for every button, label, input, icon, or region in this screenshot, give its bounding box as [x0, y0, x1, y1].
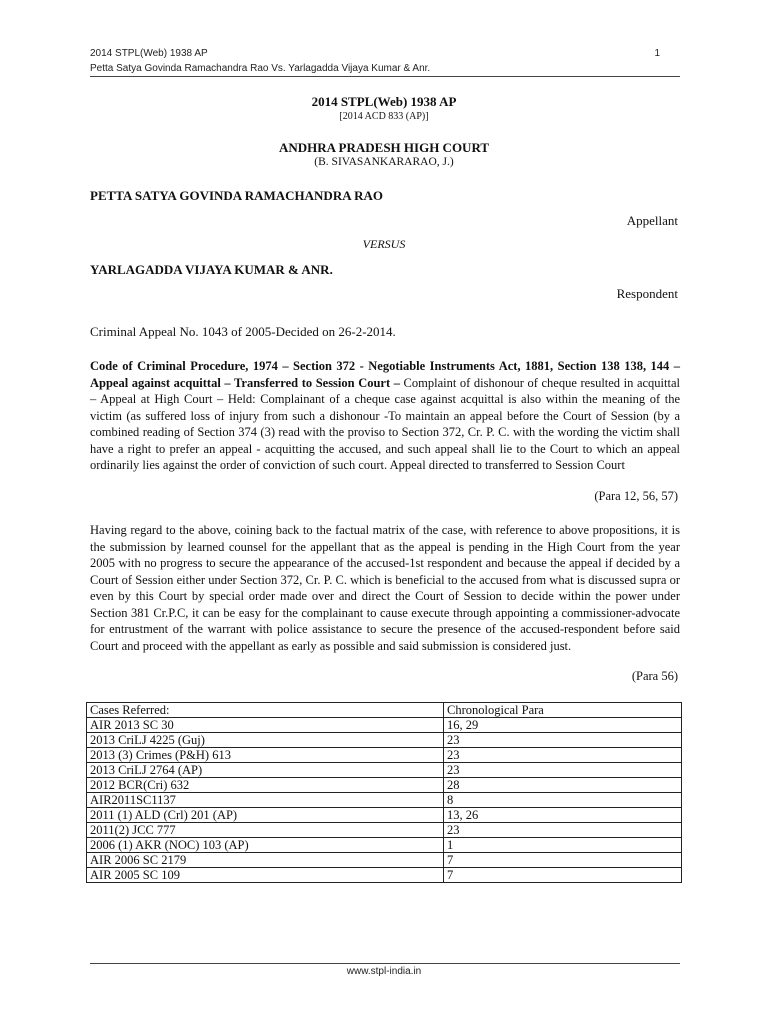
table-row	[87, 718, 682, 733]
case-para: 28	[444, 778, 682, 793]
case-citation: AIR 2006 SC 2179	[87, 853, 444, 868]
alternate-citation: [2014 ACD 833 (AP)]	[339, 111, 429, 122]
case-citation: 2013 CriLJ 2764 (AP)	[87, 763, 444, 778]
appellant-role: Appellant	[626, 213, 678, 228]
versus-label: VERSUS	[362, 237, 406, 251]
case-citation: 2011 (1) ALD (Crl) 201 (AP)	[87, 808, 444, 823]
cases-referred-table	[86, 702, 682, 883]
header-divider	[90, 76, 680, 77]
table-header-row	[87, 703, 682, 718]
footer-divider	[90, 963, 680, 964]
case-citation: 2011(2) JCC 777	[87, 823, 444, 838]
case-citation: AIR 2005 SC 109	[87, 868, 444, 883]
table-header-cell: Chronological Para	[444, 703, 682, 718]
table-row	[87, 853, 682, 868]
table-row	[87, 868, 682, 883]
case-para: 23	[444, 763, 682, 778]
case-para: 13, 26	[444, 808, 682, 823]
footer-url[interactable]: www.stpl-india.in	[346, 966, 422, 977]
case-citation: 2013 (3) Crimes (P&H) 613	[87, 748, 444, 763]
table-row	[87, 763, 682, 778]
case-para: 7	[444, 853, 682, 868]
case-citation: 2012 BCR(Cri) 632	[87, 778, 444, 793]
case-para: 23	[444, 733, 682, 748]
case-para: 8	[444, 793, 682, 808]
running-header	[90, 46, 660, 76]
body-paragraph: Having regard to the above, coining back to the factual matrix of the case, with reference to above propositions, it is the submission by learned counsel for the appellant that as the appeal is pending in the High Court from the year 2005 with no progress to secure the appearance of the accused-1st respondent and because the appeal if decided by a Court of Session either under Section 372, Cr. P. C. which is beneficial to the accused from what is discussed supra or even by this Court by special order made over and direct the Court of Session to decide within the power under Section 381 Cr.P.C, it can be easy for the complainant to cause execute through appointing a commissioner-advocate for entrustment of the warrant with police assistance to secure the presence of the accused-respondent before said Court and proceed with the appellant as early as possible and said submission is considered just.	[90, 523, 680, 653]
headnote-text: Complaint of dishonour of cheque resulted in acquittal – Appeal at High Court – Held: Complainant of a cheque case against acquittal is also within the meaning of the victim (as suffered loss of injury from such a dishonour -To maintain an appeal before the Court of Session (by a combined reading of Section 374 (3) read with the proviso to Section 372, Cr. P. C. with the wording the victim shall have a right to prefer an appeal - acquitting the accused, and such appeal shall lie to the Court to which an appeal ordinarily lies against the order of conviction of such court. Appeal directed to transferred to Session Court	[90, 375, 680, 472]
page-number: 1	[654, 48, 660, 59]
document-citation: 2014 STPL(Web) 1938 AP	[311, 94, 457, 109]
case-para: 16, 29	[444, 718, 682, 733]
case-para: 1	[444, 838, 682, 853]
court-name: ANDHRA PRADESH HIGH COURT	[278, 140, 490, 155]
table-row	[87, 793, 682, 808]
table-row	[87, 778, 682, 793]
appeal-details: Criminal Appeal No. 1043 of 2005-Decided on 26-2-2014.	[90, 324, 396, 339]
respondent-name: YARLAGADDA VIJAYA KUMAR & ANR.	[90, 262, 333, 277]
headnote-paragraph	[90, 358, 680, 474]
case-citation: AIR2011SC1137	[87, 793, 444, 808]
table-row	[87, 823, 682, 838]
headnote-para-reference: (Para 12, 56, 57)	[594, 489, 678, 503]
table-row	[87, 838, 682, 853]
case-citation: AIR 2013 SC 30	[87, 718, 444, 733]
table-header-cell: Cases Referred:	[87, 703, 444, 718]
case-para: 23	[444, 823, 682, 838]
respondent-role: Respondent	[616, 286, 678, 301]
case-citation: 2006 (1) AKR (NOC) 103 (AP)	[87, 838, 444, 853]
table-row	[87, 808, 682, 823]
case-para: 23	[444, 748, 682, 763]
table-row	[87, 733, 682, 748]
table-row	[87, 748, 682, 763]
headnote-statutes: Code of Criminal Procedure, 1974 – Section 372 - Negotiable Instruments Act, 1881, Section 138 138, 144 – Appeal against acquittal – Transferred to Session Court –	[90, 359, 680, 390]
case-para: 7	[444, 868, 682, 883]
judge-name: (B. SIVASANKARARAO, J.)	[314, 156, 454, 168]
header-citation: 2014 STPL(Web) 1938 AP	[90, 48, 208, 59]
body-para-reference: (Para 56)	[631, 669, 678, 683]
header-case-title: Petta Satya Govinda Ramachandra Rao Vs. Yarlagadda Vijaya Kumar & Anr.	[90, 63, 431, 74]
case-citation: 2013 CriLJ 4225 (Guj)	[87, 733, 444, 748]
appellant-name: PETTA SATYA GOVINDA RAMACHANDRA RAO	[90, 188, 384, 203]
